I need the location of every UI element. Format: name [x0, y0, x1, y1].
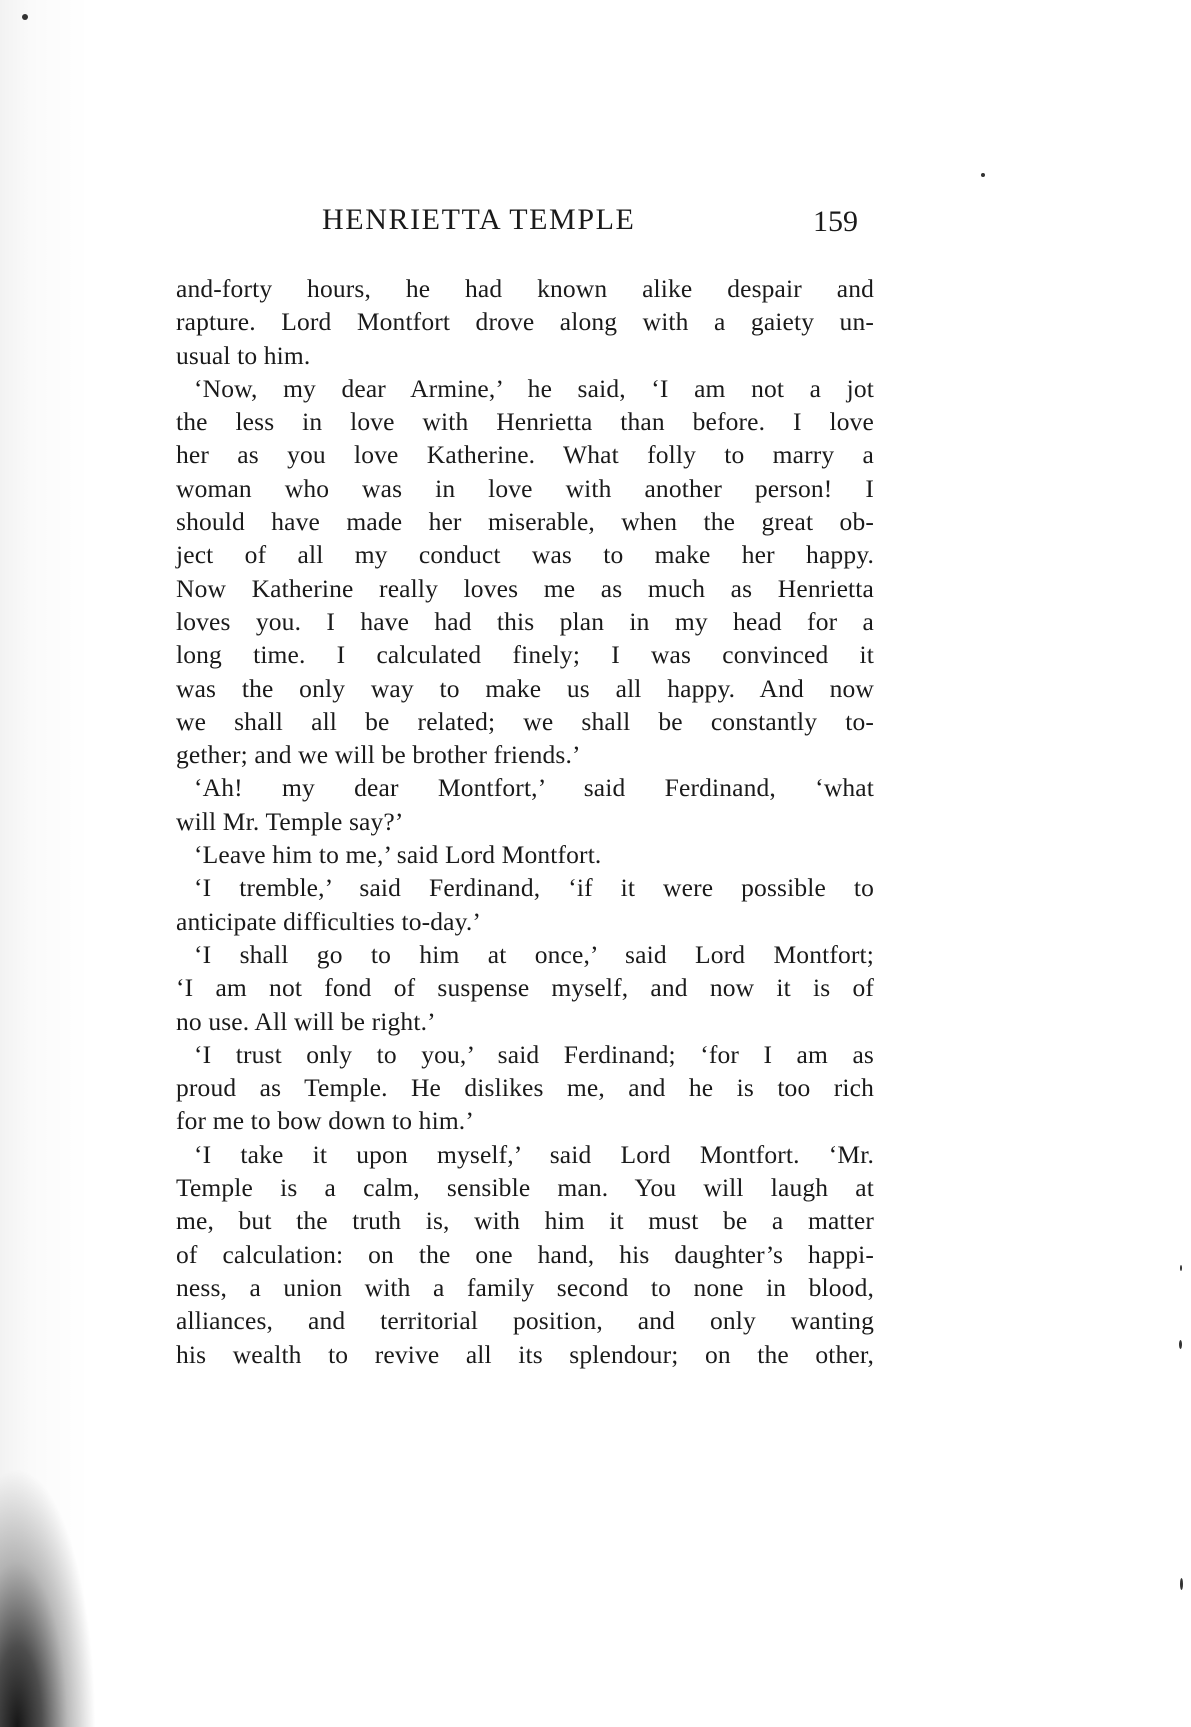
text-line: will Mr. Temple say?’ [176, 806, 404, 836]
scan-speck [1180, 1578, 1183, 1590]
text-line: ‘I am not fond of suspense myself, and now it is of [176, 973, 874, 1003]
page-number: 159 [813, 205, 858, 238]
text-line: his wealth to revive all its splendour; on the other, [176, 1339, 874, 1369]
text-line: ‘Leave him to me,’ said Lord Montfort. [194, 840, 602, 870]
text-line: and-forty hours, he had known alike despair and [176, 274, 874, 303]
scan-speck [981, 173, 985, 177]
text-line: ‘I tremble,’ said Ferdinand, ‘if it were possible to [194, 873, 874, 903]
text-line: anticipate difficulties to-day.’ [176, 906, 482, 936]
text-line: ‘I trust only to you,’ said Ferdinand; ‘for I am as [194, 1039, 874, 1069]
text-line: Now Katherine really loves me as much as Henrietta [176, 573, 874, 603]
text-line: we shall all be related; we shall be constantly to- [176, 706, 874, 736]
text-line: for me to bow down to him.’ [176, 1106, 474, 1136]
text-line: Temple is a calm, sensible man. You will laugh at [176, 1173, 874, 1203]
text-line: her as you love Katherine. What folly to marry a [176, 440, 874, 470]
running-head [176, 203, 876, 243]
text-line: woman who was in love with another person! I [176, 473, 874, 503]
text-line: ‘Now, my dear Armine,’ he said, ‘I am not a jot [194, 373, 874, 403]
text-line: loves you. I have had this plan in my head for a [176, 606, 874, 636]
scan-speck [1180, 1265, 1182, 1271]
body-text [176, 272, 874, 1371]
text-line: alliances, and territorial position, and only wanting [176, 1306, 874, 1336]
text-line: ject of all my conduct was to make her happy. [176, 540, 874, 570]
text-line: ‘Ah! my dear Montfort,’ said Ferdinand, ‘what [194, 773, 874, 803]
text-line: long time. I calculated finely; I was convinced it [176, 640, 874, 670]
text-line: should have made her miserable, when the great ob- [176, 507, 874, 537]
text-line: proud as Temple. He dislikes me, and he is too rich [176, 1073, 874, 1103]
binding-shadow [0, 1467, 96, 1727]
text-line: rapture. Lord Montfort drove along with a gaiety un- [176, 307, 874, 337]
text-line: of calculation: on the one hand, his daughter’s happi- [176, 1239, 874, 1269]
scan-speck [22, 14, 28, 20]
text-line: ‘I take it upon myself,’ said Lord Montfort. ‘Mr. [194, 1139, 874, 1169]
text-line: ness, a union with a family second to none in blood, [176, 1272, 874, 1302]
text-line: was the only way to make us all happy. And now [176, 673, 874, 703]
text-line: me, but the truth is, with him it must be a matter [176, 1206, 874, 1236]
text-line: ‘I shall go to him at once,’ said Lord Montfort; [194, 939, 874, 969]
running-title: HENRIETTA TEMPLE [322, 203, 636, 236]
text-line: usual to him. [176, 340, 311, 370]
text-line: the less in love with Henrietta than before. I love [176, 407, 874, 437]
scan-speck [1179, 1340, 1182, 1349]
text-line: gether; and we will be brother friends.’ [176, 740, 581, 770]
text-line: no use. All will be right.’ [176, 1006, 436, 1036]
